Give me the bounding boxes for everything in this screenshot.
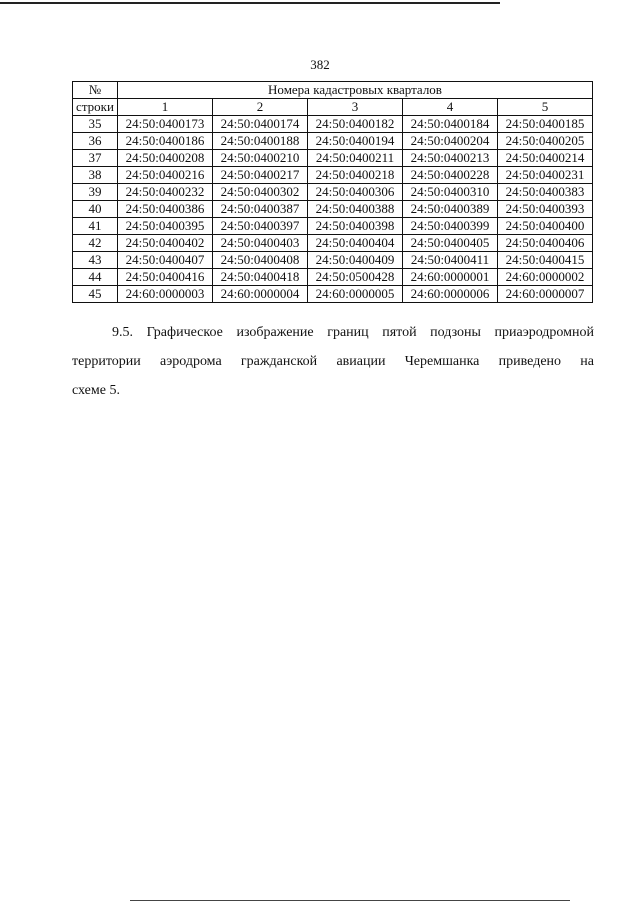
cadastral-number-cell: 24:50:0400205 <box>498 133 593 150</box>
table-row <box>73 218 593 235</box>
cadastral-number-cell: 24:60:0000004 <box>213 286 308 303</box>
cadastral-number-cell: 24:60:0000007 <box>498 286 593 303</box>
cadastral-table <box>72 81 593 303</box>
cadastral-number-cell: 24:50:0400210 <box>213 150 308 167</box>
cadastral-number-cell: 24:50:0400302 <box>213 184 308 201</box>
table-row <box>73 252 593 269</box>
table-header-row <box>73 82 593 99</box>
cadastral-number-cell: 24:50:0400407 <box>118 252 213 269</box>
cadastral-number-cell: 24:50:0400416 <box>118 269 213 286</box>
table-row <box>73 184 593 201</box>
table-row <box>73 235 593 252</box>
cadastral-number-cell: 24:50:0400405 <box>403 235 498 252</box>
column-number: 1 <box>118 99 213 116</box>
cadastral-number-cell: 24:50:0400173 <box>118 116 213 133</box>
column-number: 3 <box>308 99 403 116</box>
header-rows: строки <box>73 99 118 116</box>
cadastral-number-cell: 24:50:0400393 <box>498 201 593 218</box>
row-number: 42 <box>73 235 118 252</box>
column-number: 4 <box>403 99 498 116</box>
cadastral-number-cell: 24:50:0400409 <box>308 252 403 269</box>
column-number: 2 <box>213 99 308 116</box>
paragraph-line-3: схеме 5. <box>72 383 120 398</box>
cadastral-number-cell: 24:50:0400403 <box>213 235 308 252</box>
header-no: № <box>73 82 118 99</box>
cadastral-number-cell: 24:50:0400383 <box>498 184 593 201</box>
cadastral-number-cell: 24:50:0400194 <box>308 133 403 150</box>
cadastral-number-cell: 24:50:0400306 <box>308 184 403 201</box>
cadastral-number-cell: 24:50:0400211 <box>308 150 403 167</box>
cadastral-number-cell: 24:50:0400402 <box>118 235 213 252</box>
cadastral-number-cell: 24:50:0400397 <box>213 218 308 235</box>
cadastral-number-cell: 24:50:0400418 <box>213 269 308 286</box>
cadastral-number-cell: 24:50:0400398 <box>308 218 403 235</box>
row-number: 38 <box>73 167 118 184</box>
cadastral-number-cell: 24:50:0400411 <box>403 252 498 269</box>
paragraph-line-1: 9.5. Графическое изображение границ пятой подзоны приаэродромной <box>112 325 594 340</box>
row-number: 35 <box>73 116 118 133</box>
cadastral-number-cell: 24:50:0400216 <box>118 167 213 184</box>
cadastral-number-cell: 24:50:0400395 <box>118 218 213 235</box>
table-row <box>73 286 593 303</box>
scan-edge-top <box>0 2 500 4</box>
row-number: 43 <box>73 252 118 269</box>
page-number: 382 <box>310 57 330 72</box>
row-number: 36 <box>73 133 118 150</box>
cadastral-number-cell: 24:60:0000005 <box>308 286 403 303</box>
table-row <box>73 269 593 286</box>
table-subheader-row <box>73 99 593 116</box>
table-row <box>73 150 593 167</box>
row-number: 41 <box>73 218 118 235</box>
paragraph-line-2: территории аэродрома гражданской авиации Черемшанка приведено на <box>72 354 594 369</box>
cadastral-number-cell: 24:50:0400408 <box>213 252 308 269</box>
cadastral-number-cell: 24:50:0400217 <box>213 167 308 184</box>
cadastral-number-cell: 24:50:0500428 <box>308 269 403 286</box>
cadastral-number-cell: 24:50:0400232 <box>118 184 213 201</box>
cadastral-number-cell: 24:50:0400214 <box>498 150 593 167</box>
table-row <box>73 201 593 218</box>
table-body <box>73 116 593 303</box>
table-row <box>73 167 593 184</box>
cadastral-number-cell: 24:50:0400184 <box>403 116 498 133</box>
cadastral-number-cell: 24:50:0400400 <box>498 218 593 235</box>
cadastral-number-cell: 24:50:0400188 <box>213 133 308 150</box>
cadastral-number-cell: 24:60:0000003 <box>118 286 213 303</box>
cadastral-number-cell: 24:50:0400310 <box>403 184 498 201</box>
cadastral-number-cell: 24:50:0400404 <box>308 235 403 252</box>
scan-edge-bottom <box>130 900 570 901</box>
cadastral-number-cell: 24:50:0400388 <box>308 201 403 218</box>
cadastral-number-cell: 24:50:0400386 <box>118 201 213 218</box>
cadastral-number-cell: 24:50:0400204 <box>403 133 498 150</box>
cadastral-number-cell: 24:60:0000001 <box>403 269 498 286</box>
cadastral-number-cell: 24:60:0000006 <box>403 286 498 303</box>
column-number: 5 <box>498 99 593 116</box>
cadastral-number-cell: 24:50:0400415 <box>498 252 593 269</box>
cadastral-number-cell: 24:60:0000002 <box>498 269 593 286</box>
row-number: 45 <box>73 286 118 303</box>
cadastral-number-cell: 24:50:0400389 <box>403 201 498 218</box>
cadastral-number-cell: 24:50:0400185 <box>498 116 593 133</box>
cadastral-number-cell: 24:50:0400231 <box>498 167 593 184</box>
row-number: 44 <box>73 269 118 286</box>
cadastral-number-cell: 24:50:0400218 <box>308 167 403 184</box>
table-row <box>73 133 593 150</box>
cadastral-number-cell: 24:50:0400228 <box>403 167 498 184</box>
cadastral-number-cell: 24:50:0400387 <box>213 201 308 218</box>
cadastral-number-cell: 24:50:0400399 <box>403 218 498 235</box>
cadastral-number-cell: 24:50:0400213 <box>403 150 498 167</box>
row-number: 39 <box>73 184 118 201</box>
row-number: 40 <box>73 201 118 218</box>
header-title: Номера кадастровых кварталов <box>118 82 593 99</box>
table-row <box>73 116 593 133</box>
cadastral-number-cell: 24:50:0400174 <box>213 116 308 133</box>
row-number: 37 <box>73 150 118 167</box>
cadastral-number-cell: 24:50:0400186 <box>118 133 213 150</box>
cadastral-number-cell: 24:50:0400406 <box>498 235 593 252</box>
cadastral-number-cell: 24:50:0400208 <box>118 150 213 167</box>
cadastral-number-cell: 24:50:0400182 <box>308 116 403 133</box>
